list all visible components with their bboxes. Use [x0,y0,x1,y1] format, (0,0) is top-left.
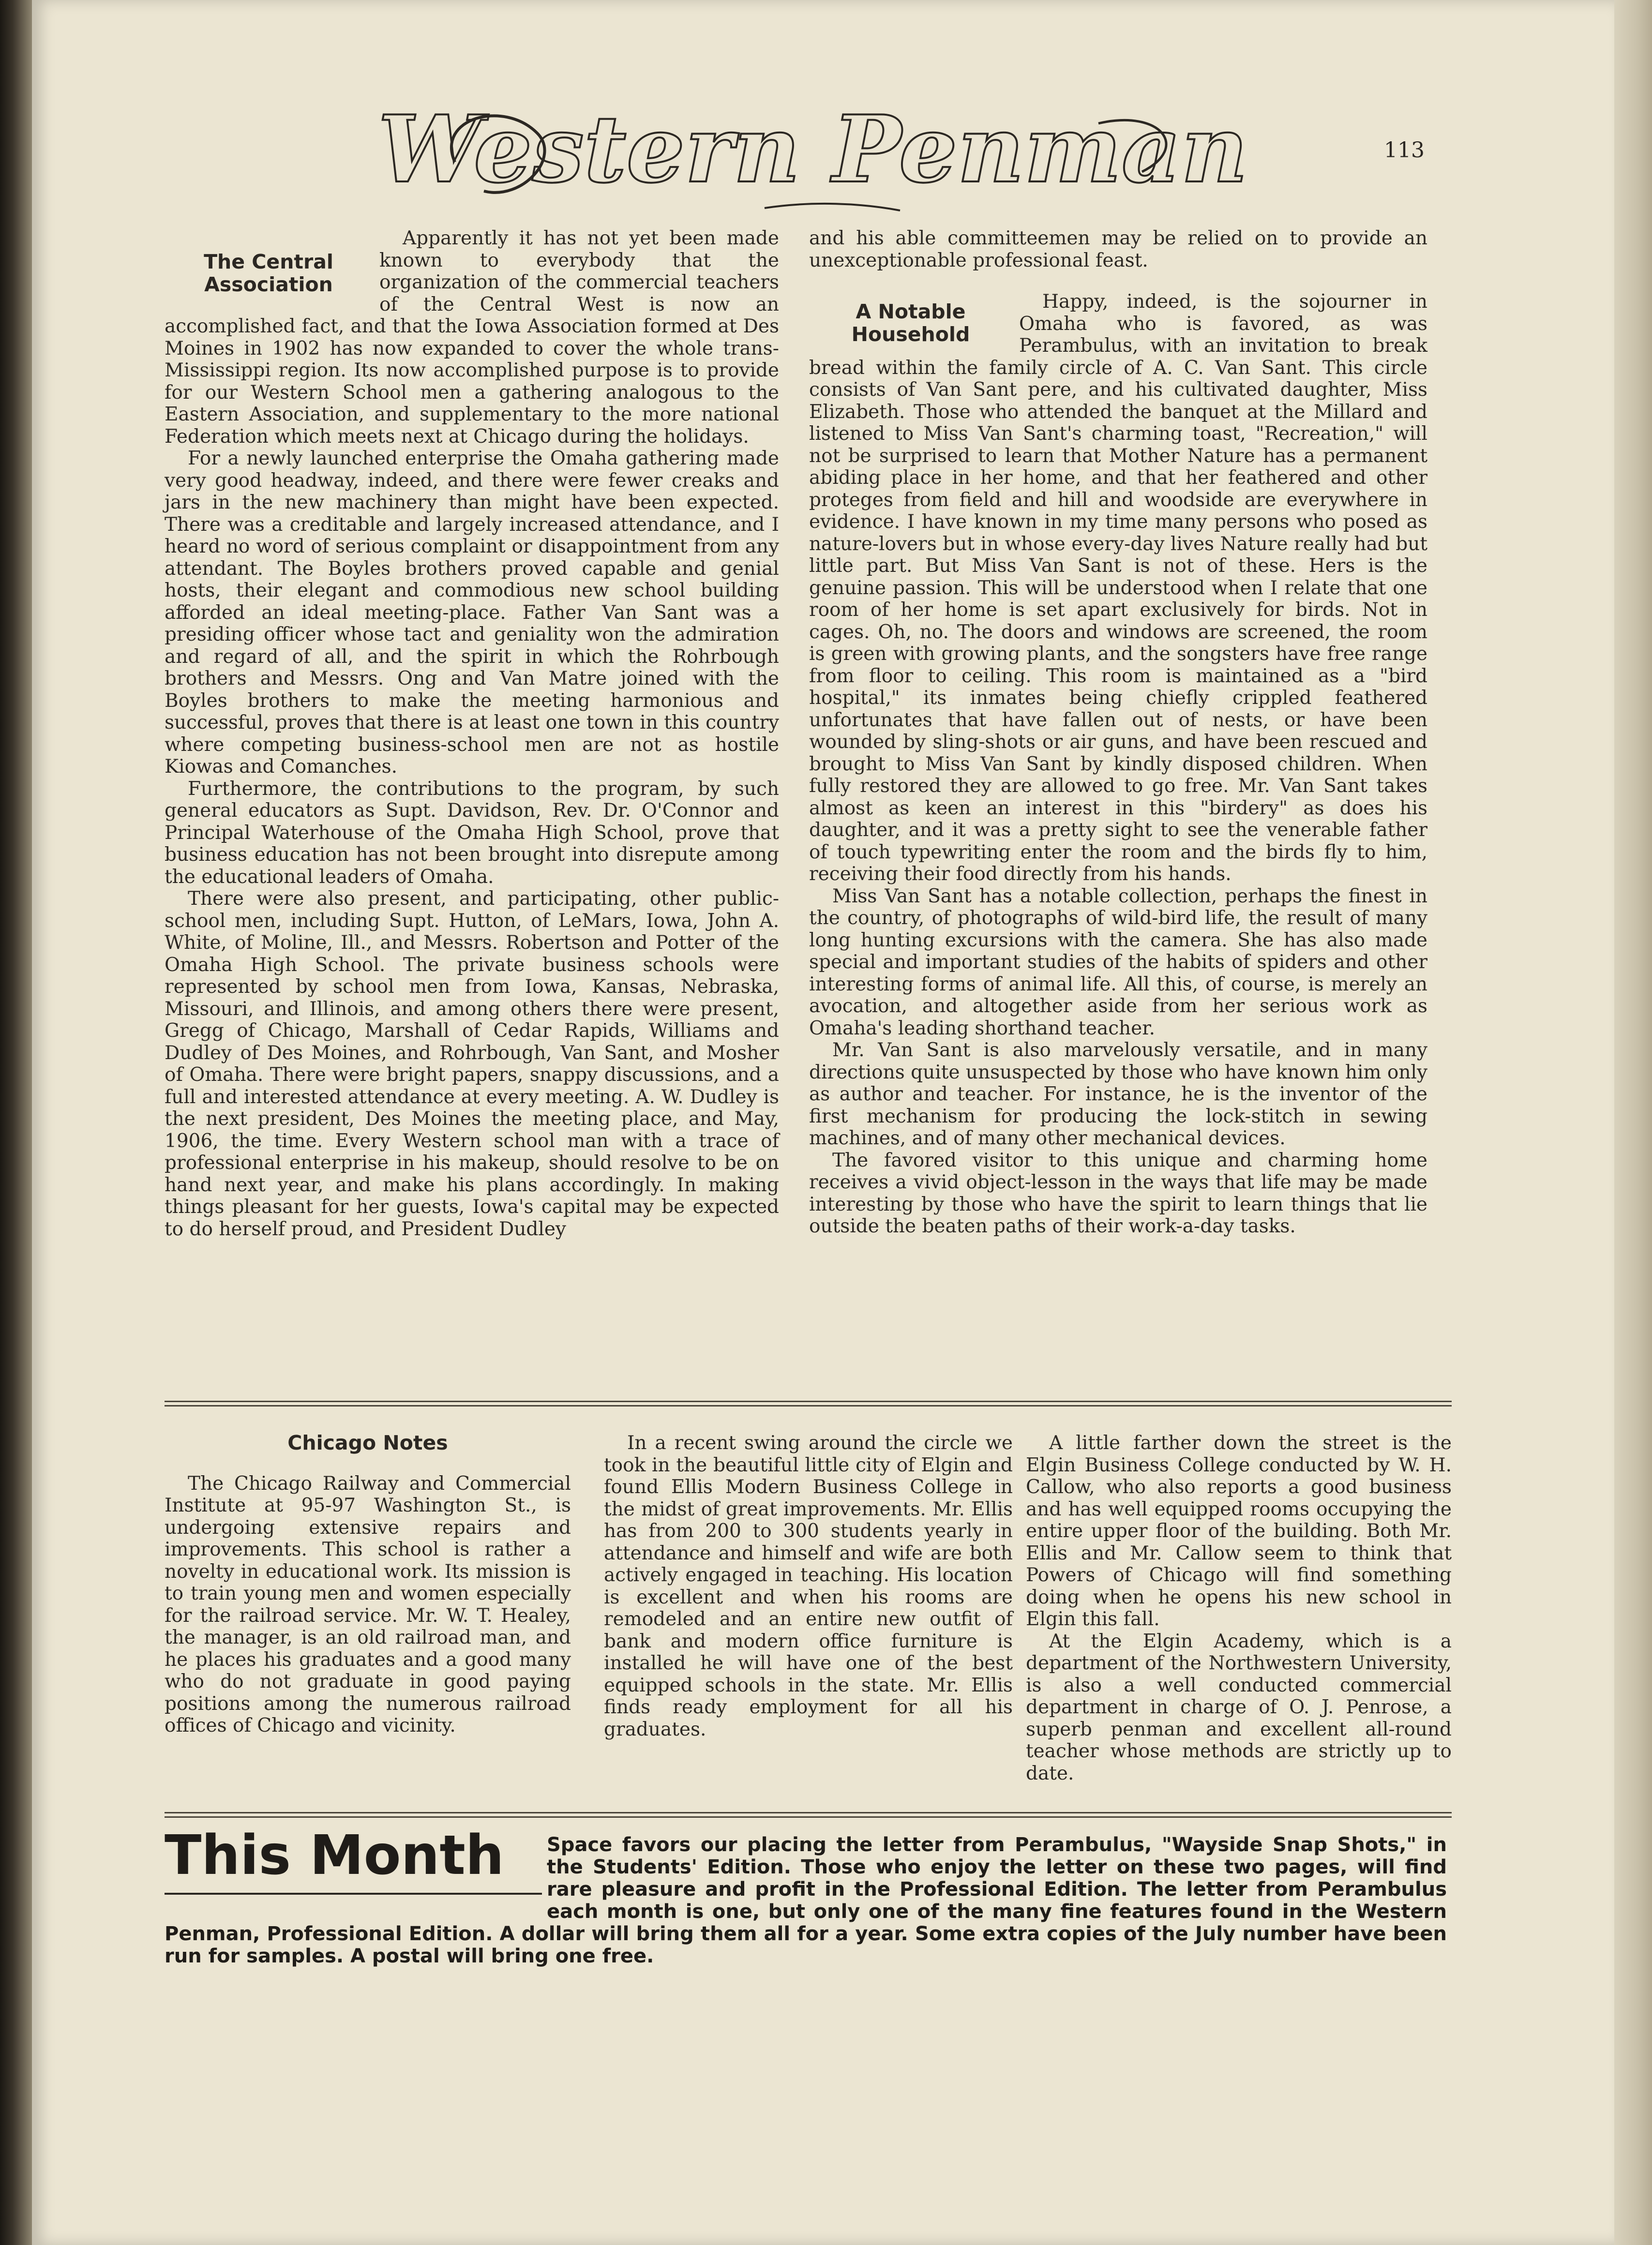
section-head-notable-household: A Notable Household [851,300,970,346]
section-head-central-association: The Central Association [204,250,333,296]
page-number: 113 [1384,138,1425,163]
paragraph: Mr. Van Sant is also marvelously versatile, and in many directions quite unsuspected by those who have known him only as author and teacher. For instance, he is the inventor of the first mechanism for producing the lock-stitch in sewing machines, and of many other mechanical devices. [809,1039,1427,1149]
left-column [165,227,779,1240]
paragraph: Miss Van Sant has a notable collection, perhaps the finest in the country, of photographs of wild-bird life, the result of many long hunting excursions with the camera. She has also made special and important studies of the habits of spiders and other interesting forms of animal life. All this, of course, is merely an avocation, and altogether aside from her serious work as Omaha's leading shorthand teacher. [809,885,1427,1039]
paragraph-continuation: and his able committeemen may be relied on to provide an unexceptionable professional feast. [809,227,1427,271]
paragraph: The favored visitor to this unique and charming home receives a vivid object-lesson in the ways that life may be made interesting by those who have the spirit to learn things that lie outside the beaten paths of their work-a-day tasks. [809,1149,1427,1237]
chicago-notes-column-3 [1026,1432,1452,1784]
masthead-logo [378,90,1248,230]
paragraph: Apparently it has not yet been made known to everybody that the organization of the commercial teachers of the Central West is now an accomplished fact, and that the Iowa Association formed at Des Moines in 1902 has now expanded to cover the whole trans-Mississippi region. Its now accomplished purpose is to provide for our Western School men a gathering analogous to the Eastern Association, and supplementary to the more national Federation which meets next at Chicago during the holidays. [165,227,779,448]
masthead [378,90,1248,230]
page-edge [1614,0,1652,2245]
book-spine-shadow [0,0,32,2245]
chicago-notes-column-2 [604,1432,1013,1740]
title-underline [165,1893,542,1895]
paragraph: The Chicago Railway and Commercial Institute at 95-97 Washington St., is undergoing extensive repairs and improvements. This school is rather a novelty in educational work. Its mission is to train young men and women especially for the railroad service. Mr. W. T. Healey, the manager, is an old railroad man, and he places his graduates and a good many who do not graduate in good paying positions among the numerous railroad offices of Chicago and vicinity. [165,1472,571,1736]
section-divider [165,1401,1452,1407]
paragraph: There were also present, and participating, other public-school men, including Supt. Hutton, of LeMars, Iowa, John A. White, of Moline, Ill., and Messrs. Robertson and Potter of the Omaha High School. The private business schools were represented by school men from Iowa, Kansas, Nebraska, Missouri, and Illinois, and among others there were present, Gregg of Chicago, Marshall of Cedar Rapids, Williams and Dudley of Des Moines, and Rohrbough, Van Sant, and Mosher of Omaha. There were bright papers, snappy discussions, and a full and interested attendance at every meeting. A. W. Dudley is the next president, Des Moines the meeting place, and May, 1906, the time. Every Western school man with a trace of professional enterprise in his makeup, should resolve to be on hand next year, and make his plans accordingly. In making things pleasant for her guests, Iowa's capital may be expected to do herself proud, and President Dudley [165,888,779,1240]
paragraph: Furthermore, the contributions to the program, by such general educators as Supt. Davidson, Rev. Dr. O'Connor and Principal Waterhouse of the Omaha High School, prove that business education has not been brought into disrepute among the educational leaders of Omaha. [165,778,779,888]
this-month-text: Space favors our placing the letter from Perambulus, "Wayside Snap Shots," in the Students' Edition. Those who enjoy the letter on these two pages, will find rare pleasure and profit in the Professional Edition. The letter from Perambulus each month is one, but only one of the many fine features found in the Western Penman, Professional Edition. A dollar will bring them all for a year. Some extra copies of the July number have been run for samples. A postal will bring one free. [165,1834,1447,1967]
paragraph: A little farther down the street is the Elgin Business College conducted by W. H. Callow, who also reports a good business and has well equipped rooms occupying the entire upper floor of the building. Both Mr. Ellis and Mr. Callow seem to think that Powers of Chicago will find something doing when he opens his new school in Elgin this fall. [1026,1432,1452,1630]
paragraph: At the Elgin Academy, which is a department of the Northwestern University, is also a well conducted commercial department in charge of O. J. Penrose, a superb penman and excellent all-round teacher whose methods are strictly up to date. [1026,1630,1452,1784]
paragraph: In a recent swing around the circle we took in the beautiful little city of Elgin and found Ellis Modern Business College in the midst of great improvements. Mr. Ellis has from 200 to 300 students yearly in attendance and himself and wife are both actively engaged in teaching. His location is excellent and when his rooms are remodeled and an entire new outfit of bank and modern office furniture is installed he will have one of the best equipped schools in the state. Mr. Ellis finds ready employment for all his graduates. [604,1432,1013,1740]
chicago-notes-heading: Chicago Notes [287,1431,448,1454]
section-divider [165,1812,1452,1818]
this-month-title: This Month [165,1824,504,1887]
right-column [809,227,1427,1238]
chicago-notes-column-1 [165,1432,571,1737]
paragraph: For a newly launched enterprise the Omaha gathering made very good headway, indeed, and there were fewer creaks and jars in the new machinery than might have been expected. There was a creditable and largely increased attendance, and I heard no word of serious complaint or disappointment from any attendant. The Boyles brothers proved capable and genial hosts, their elegant and commodious new school building afforded an ideal meeting-place. Father Van Sant was a presiding officer whose tact and geniality won the admiration and regard of all, and the spirit in which the Rohrbough brothers and Messrs. Ong and Van Matre joined with the Boyles brothers to make the meeting harmonious and successful, proves that there is at least one town in this country where competing business-school men are not as hostile Kiowas and Comanches. [165,448,779,778]
masthead-title: Western Penman [378,95,1248,203]
paragraph: Happy, indeed, is the sojourner in Omaha who is favored, as was Perambulus, with an invitation to break bread within the family circle of A. C. Van Sant. This circle consists of Van Sant pere, and his cultivated daughter, Miss Elizabeth. Those who attended the banquet at the Millard and listened to Miss Van Sant's charming toast, "Recreation," will not be surprised to learn that Mother Nature has a permanent abiding place in her home, and that her feathered and other proteges from field and hill and woodside are everywhere in evidence. I have known in my time many persons who posed as nature-lovers but in whose every-day lives Nature really had but little part. But Miss Van Sant is not of these. Hers is the genuine passion. This will be understood when I relate that one room of her home is set apart exclusively for birds. Not in cages. Oh, no. The doors and windows are screened, the room is green with growing plants, and the songsters have free range from floor to ceiling. This room is maintained as a "bird hospital," its inmates being chiefly crippled feathered unfortunates that have fallen out of nests, or have been wounded by sling-shots or air guns, and have been rescued and brought to Miss Van Sant by kindly disposed children. When fully restored they are allowed to go free. Mr. Van Sant takes almost as keen an interest in this "birdery" as does his daughter, and it was a pretty sight to see the venerable father of touch typewriting enter the room and the birds fly to him, receiving their food directly from his hands. [809,291,1427,885]
